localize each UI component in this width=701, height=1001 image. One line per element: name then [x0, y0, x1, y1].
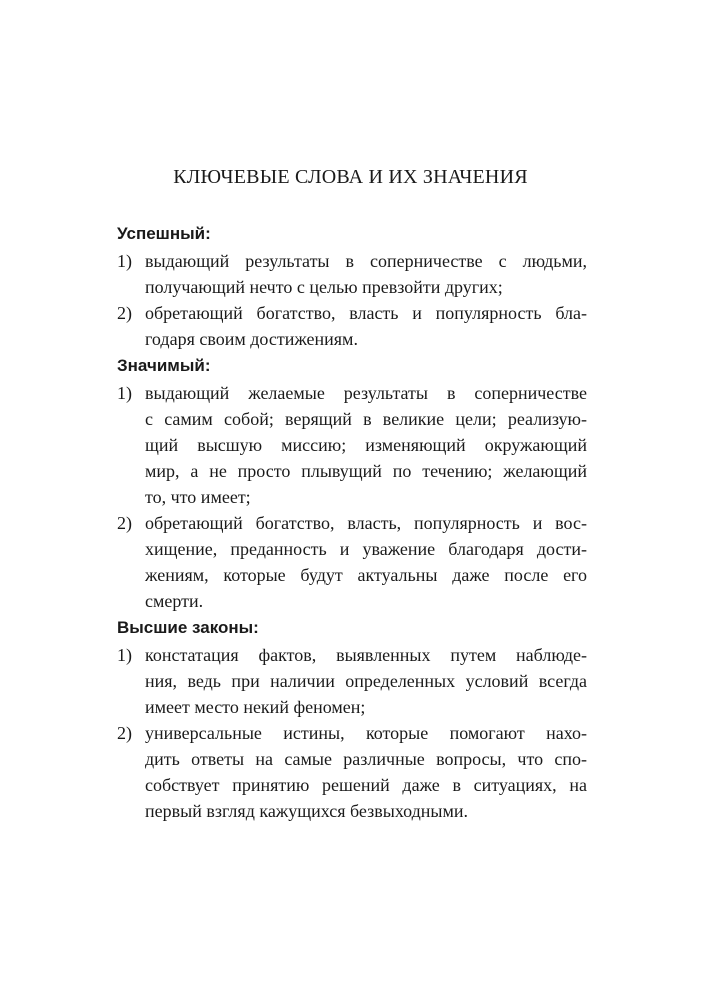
item-text: [145, 380, 587, 510]
item-number: 1): [117, 251, 132, 271]
page-title: КЛЮЧЕВЫЕ СЛОВА И ИХ ЗНАЧЕНИЯ: [173, 166, 528, 188]
term-heading: Успешный:: [117, 224, 211, 243]
item-number: 2): [117, 723, 132, 743]
definition-item: [117, 300, 587, 352]
text-line: годаря своим достижениям.: [145, 329, 358, 349]
definition-section-successful: [117, 222, 587, 352]
item-number: 1): [117, 645, 132, 665]
text-line: с самим собой; верящий в великие цели; реализую-: [145, 409, 587, 429]
text-line: ния, ведь при наличии определенных условий всегда: [145, 671, 587, 691]
text-line: универсальные истины, которые помогают нахо-: [145, 723, 587, 743]
item-text: [145, 642, 587, 720]
text-line: получающий нечто с целью превзойти других;: [145, 277, 503, 297]
item-text: [145, 720, 587, 824]
definition-item: [117, 248, 587, 300]
text-line: выдающий желаемые результаты в соперничестве: [145, 383, 587, 403]
text-line: дить ответы на самые различные вопросы, что спо-: [145, 749, 587, 769]
text-line: то, что имеет;: [145, 487, 251, 507]
term-heading: Значимый:: [117, 356, 211, 375]
item-text: [145, 510, 587, 614]
text-line: смерти.: [145, 591, 204, 611]
text-line: щий высшую миссию; изменяющий окружающий: [145, 435, 587, 455]
text-line: имеет место некий феномен;: [145, 697, 366, 717]
item-number: 2): [117, 513, 132, 533]
text-line: выдающий результаты в соперничестве с людьми,: [145, 251, 587, 271]
text-line: констатация фактов, выявленных путем наблюде-: [145, 645, 587, 665]
text-line: первый взгляд кажущихся безвыходными.: [145, 801, 469, 821]
text-line: хищение, преданность и уважение благодаря дости-: [145, 539, 587, 559]
definition-item: [117, 720, 587, 824]
text-line: жениям, которые будут актуальны даже после его: [145, 565, 587, 585]
term-heading: Высшие законы:: [117, 618, 259, 637]
definition-item: [117, 642, 587, 720]
definition-section-significant: [117, 354, 587, 614]
item-text: [145, 300, 587, 352]
item-text: [145, 248, 587, 300]
definition-item: [117, 510, 587, 614]
text-line: обретающий богатство, власть и популярность бла-: [145, 303, 587, 323]
definition-item: [117, 380, 587, 510]
definition-section-higher-laws: [117, 616, 587, 824]
text-line: собствует принятию решений даже в ситуациях, на: [145, 775, 587, 795]
item-number: 1): [117, 383, 132, 403]
text-line: обретающий богатство, власть, популярность и вос-: [145, 513, 587, 533]
text-line: мир, а не просто плывущий по течению; желающий: [145, 461, 587, 481]
item-number: 2): [117, 303, 132, 323]
